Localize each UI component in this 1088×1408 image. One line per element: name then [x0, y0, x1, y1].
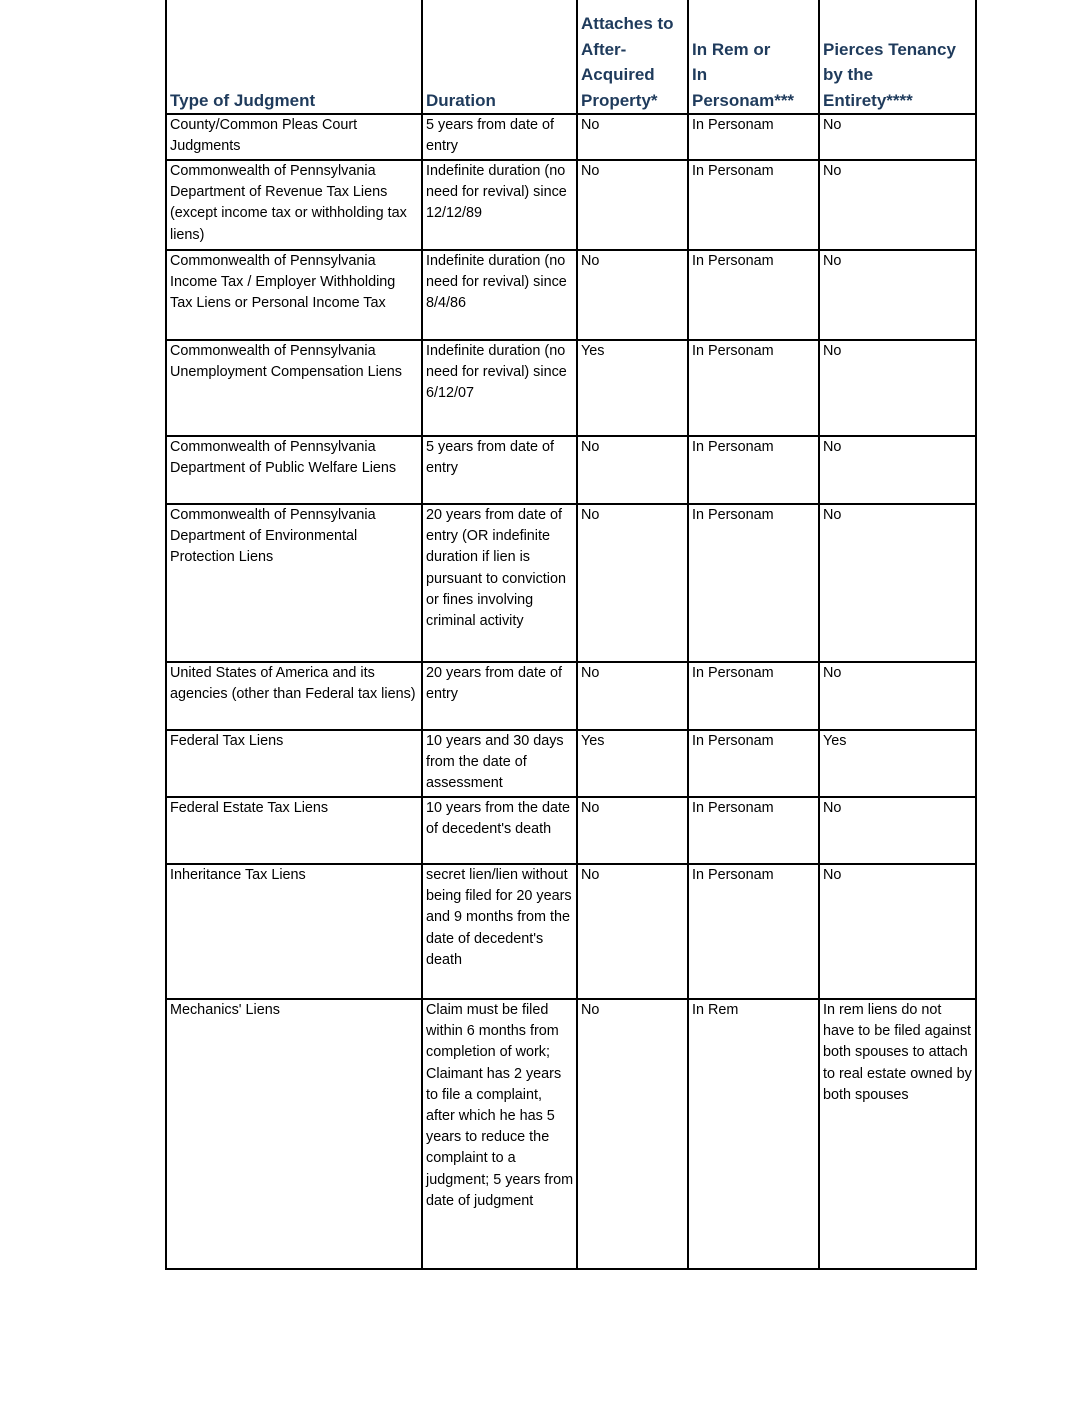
table-row — [166, 436, 976, 504]
cell-tenancy: No — [819, 864, 976, 999]
table-row — [166, 662, 976, 730]
header-cell — [422, 0, 577, 114]
table-row — [166, 504, 976, 662]
table-row — [166, 999, 976, 1269]
header-cell — [688, 0, 819, 114]
cell-duration: 5 years from date of entry — [422, 114, 577, 160]
header-cell — [819, 0, 976, 114]
cell-after-acquired: No — [577, 436, 688, 504]
cell-after-acquired: Yes — [577, 340, 688, 436]
header-type-of-judgment: Type of Judgment — [170, 90, 316, 110]
cell-type: Commonwealth of Pennsylvania Income Tax / Employer Withholding Tax Liens or Personal Income Tax — [166, 250, 422, 340]
table-row — [166, 160, 976, 250]
cell-type: County/Common Pleas Court Judgments — [166, 114, 422, 160]
cell-rem-personam: In Personam — [688, 662, 819, 730]
table-header-row — [166, 0, 976, 114]
cell-type: Federal Tax Liens — [166, 730, 422, 797]
table-row — [166, 730, 976, 797]
cell-tenancy: In rem liens do not have to be filed against both spouses to attach to real estate owned by both spouses — [819, 999, 976, 1269]
cell-tenancy: No — [819, 340, 976, 436]
cell-duration: 20 years from date of entry — [422, 662, 577, 730]
cell-tenancy: No — [819, 436, 976, 504]
liens-table — [165, 0, 977, 1270]
cell-duration: 10 years from the date of decedent's death — [422, 797, 577, 864]
cell-duration: Indefinite duration (no need for revival) since 8/4/86 — [422, 250, 577, 340]
cell-duration: 20 years from date of entry (OR indefinite duration if lien is pursuant to conviction or fines involving criminal activity — [422, 504, 577, 662]
cell-rem-personam: In Personam — [688, 340, 819, 436]
cell-tenancy: Yes — [819, 730, 976, 797]
table-row — [166, 864, 976, 999]
cell-after-acquired: No — [577, 797, 688, 864]
cell-duration: Claim must be filed within 6 months from completion of work; Claimant has 2 years to file a complaint, after which he has 5 years to reduce the complaint to a judgment; 5 years from date of judgment — [422, 999, 577, 1269]
header-pierces-tenancy: Pierces Tenancy by the Entirety**** — [823, 39, 956, 110]
cell-type: Commonwealth of Pennsylvania Department of Environmental Protection Liens — [166, 504, 422, 662]
cell-rem-personam: In Personam — [688, 160, 819, 250]
cell-tenancy: No — [819, 797, 976, 864]
cell-tenancy: No — [819, 250, 976, 340]
cell-duration: secret lien/lien without being filed for 20 years and 9 months from the date of decedent's death — [422, 864, 577, 999]
cell-after-acquired: No — [577, 250, 688, 340]
cell-tenancy: No — [819, 160, 976, 250]
cell-after-acquired: Yes — [577, 730, 688, 797]
table-row — [166, 250, 976, 340]
cell-after-acquired: No — [577, 114, 688, 160]
cell-rem-personam: In Personam — [688, 504, 819, 662]
header-cell — [166, 0, 422, 114]
header-duration: Duration — [426, 90, 496, 110]
table-row — [166, 114, 976, 160]
cell-duration: Indefinite duration (no need for revival) since 12/12/89 — [422, 160, 577, 250]
cell-type: United States of America and its agencies (other than Federal tax liens) — [166, 662, 422, 730]
cell-rem-personam: In Personam — [688, 436, 819, 504]
cell-type: Commonwealth of Pennsylvania Unemployment Compensation Liens — [166, 340, 422, 436]
cell-type: Commonwealth of Pennsylvania Department of Revenue Tax Liens (except income tax or withholding tax liens) — [166, 160, 422, 250]
header-cell — [577, 0, 688, 114]
cell-duration: Indefinite duration (no need for revival) since 6/12/07 — [422, 340, 577, 436]
header-in-rem-personam: In Rem or In Personam*** — [692, 39, 795, 110]
cell-after-acquired: No — [577, 662, 688, 730]
cell-tenancy: No — [819, 504, 976, 662]
table-row — [166, 340, 976, 436]
cell-type: Mechanics' Liens — [166, 999, 422, 1269]
table-row — [166, 797, 976, 864]
cell-type: Inheritance Tax Liens — [166, 864, 422, 999]
cell-after-acquired: No — [577, 504, 688, 662]
cell-rem-personam: In Personam — [688, 730, 819, 797]
cell-rem-personam: In Personam — [688, 797, 819, 864]
cell-tenancy: No — [819, 114, 976, 160]
cell-rem-personam: In Personam — [688, 250, 819, 340]
cell-after-acquired: No — [577, 160, 688, 250]
header-after-acquired: Attaches to After- Acquired Property* — [581, 14, 674, 110]
cell-duration: 5 years from date of entry — [422, 436, 577, 504]
cell-after-acquired: No — [577, 999, 688, 1269]
cell-after-acquired: No — [577, 864, 688, 999]
cell-rem-personam: In Rem — [688, 999, 819, 1269]
cell-duration: 10 years and 30 days from the date of assessment — [422, 730, 577, 797]
cell-tenancy: No — [819, 662, 976, 730]
cell-rem-personam: In Personam — [688, 864, 819, 999]
cell-type: Commonwealth of Pennsylvania Department of Public Welfare Liens — [166, 436, 422, 504]
cell-type: Federal Estate Tax Liens — [166, 797, 422, 864]
cell-rem-personam: In Personam — [688, 114, 819, 160]
